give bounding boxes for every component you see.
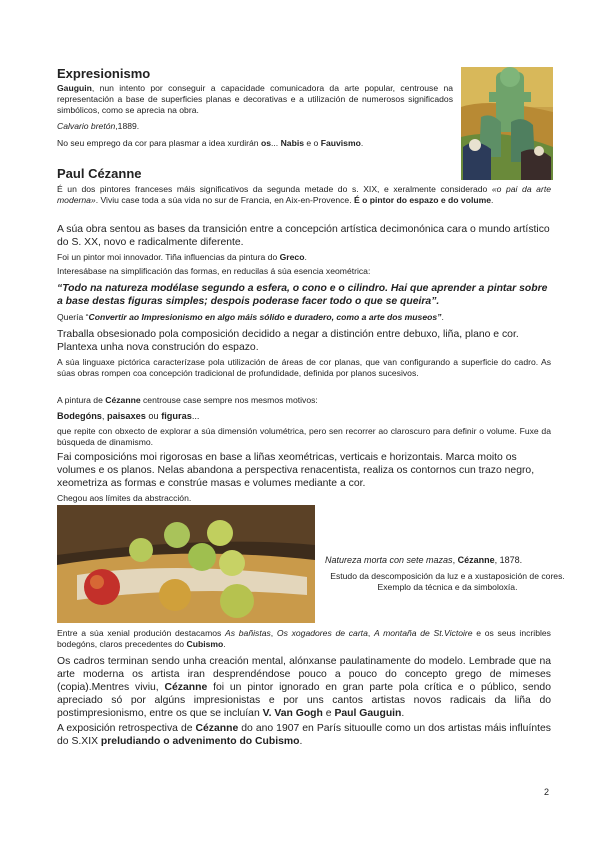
producion-paragraph: Entre a súa xenial produción destacamos As bañistas, Os xogadores de carta, A montaña de St.Victoire e os seus incribles bodegóns, claros precedentes do Cubismo. [57,628,551,649]
calvario-breton-painting [461,67,553,180]
composicion-paragraph: Traballa obsesionado pola composición decidido a negar a distinción entre debuxo, liña, plano e cor. Plantexa unha nova construción do espazo. [57,329,519,353]
simplificacion-paragraph: Interesábase na simplificación das formas, en reducilas á súa esencia xeométrica: [57,266,371,276]
composicions-paragraph: Fai composicións moi rigorosas en base a liñas xeométricas, verticais e horizontais. Marca moito os volumes e os planos. Nelas abandona a perspectiva renacentista, realiza os contornos cun trazo negro, xeometriza as formas e constrúe masas e volumes mediante a cor. [57,452,535,489]
natureza-morta-caption: Natureza morta con sete mazas, Cézanne, 1878. [325,555,523,565]
natureza-morta-note: Estudo da descomposición da luz e a xustaposición de cores. Exemplo da técnica e da simboloxía. [330,571,565,592]
transicion-paragraph: A súa obra sentou as bases da transición entre a concepción artística decimonónica cara o mundo artístico do S. XX, novo e radicalmente diferente. [57,224,550,248]
natureza-morta-painting [57,505,315,623]
gauguin-paragraph: Gauguin, nun intento por conseguir a capacidade comunicadora da arte popular, centrouse na representación a base de superficies planas e decorativas e a utilización de numerosos significados simbólicos, como se aprecia na obra. [57,83,453,115]
calvario-caption: Calvario bretón,1889. [57,121,140,131]
exposicion-paragraph: A exposición retrospectiva de Cézanne do ano 1907 en París situoulle como un dos artistas máis influíntes do S.XIX preludiando o advenimento do Cubismo. [57,723,551,747]
cezanne-intro-paragraph: É un dos pintores franceses máis significativos da segunda metade do s. XIX, e xeralmente considerado «o pai da arte moderna». Viviu case toda a súa vida no sur de Francia, en Aix-en-Provence. É o pintor do espazo e do volume. [57,184,551,205]
heading-paul-cezanne: Paul Cézanne [57,166,142,181]
volumetrica-paragraph: que repite con obxecto de explorar a súa dimensión volumétrica, pero sen recorrer ao claroscuro para definir o volume. Fuxe da búsqueda de dinamismo. [57,426,551,447]
greco-paragraph: Foi un pintor moi innovador. Tiña influencias da pintura do Greco. [57,252,307,262]
abstraccion-paragraph: Chegou aos límites da abstracción. [57,493,192,503]
nabis-paragraph: No seu emprego da cor para plasmar a idea xurdirán os... Nabis e o Fauvismo. [57,138,364,148]
creacion-mental-paragraph: Os cadros terminan sendo unha creación mental, alónxanse paulatinamente do modelo. Lembrade que na arte moderna os artista iran desprendéndose pouco a pouco do concepto grego de mimeses (copia).Mentres viviu, Cézanne foi un pintor ignorado en gran parte pola crítica e o público, sendo apreciado só por algúns impresionistas e por uns cantos artistas novos radicais da liña do postimpresionismo, entre os que se incluían V. Van Gogh e Paul Gauguin. [57,656,551,719]
page-number: 2 [544,787,550,797]
linguaxe-paragraph: A súa linguaxe pictórica caracterízase pola utilización de áreas de cor planas, que van configurando a superficie do cadro. As súas obras rompen coa concepción tradicional de profundidade, definida por planos sucesivos. [57,357,551,378]
impresionismo-paragraph: Quería “Convertir ao Impresionismo en algo máis sólido e duradero, como a arte dos museos”. [57,312,444,322]
cezanne-quote: “Todo na natureza modélase segundo a esfera, o cono e o cilindro. Hai que aprender a pintar sobre a base destas figuras simples; despois poderase facer todo o que se queira”. [57,283,548,307]
motivos-list: Bodegóns, paisaxes ou figuras... [57,411,200,421]
motivos-paragraph: A pintura de Cézanne centrouse case sempre nos mesmos motivos: [57,395,318,405]
heading-expresionismo: Expresionismo [57,66,151,81]
